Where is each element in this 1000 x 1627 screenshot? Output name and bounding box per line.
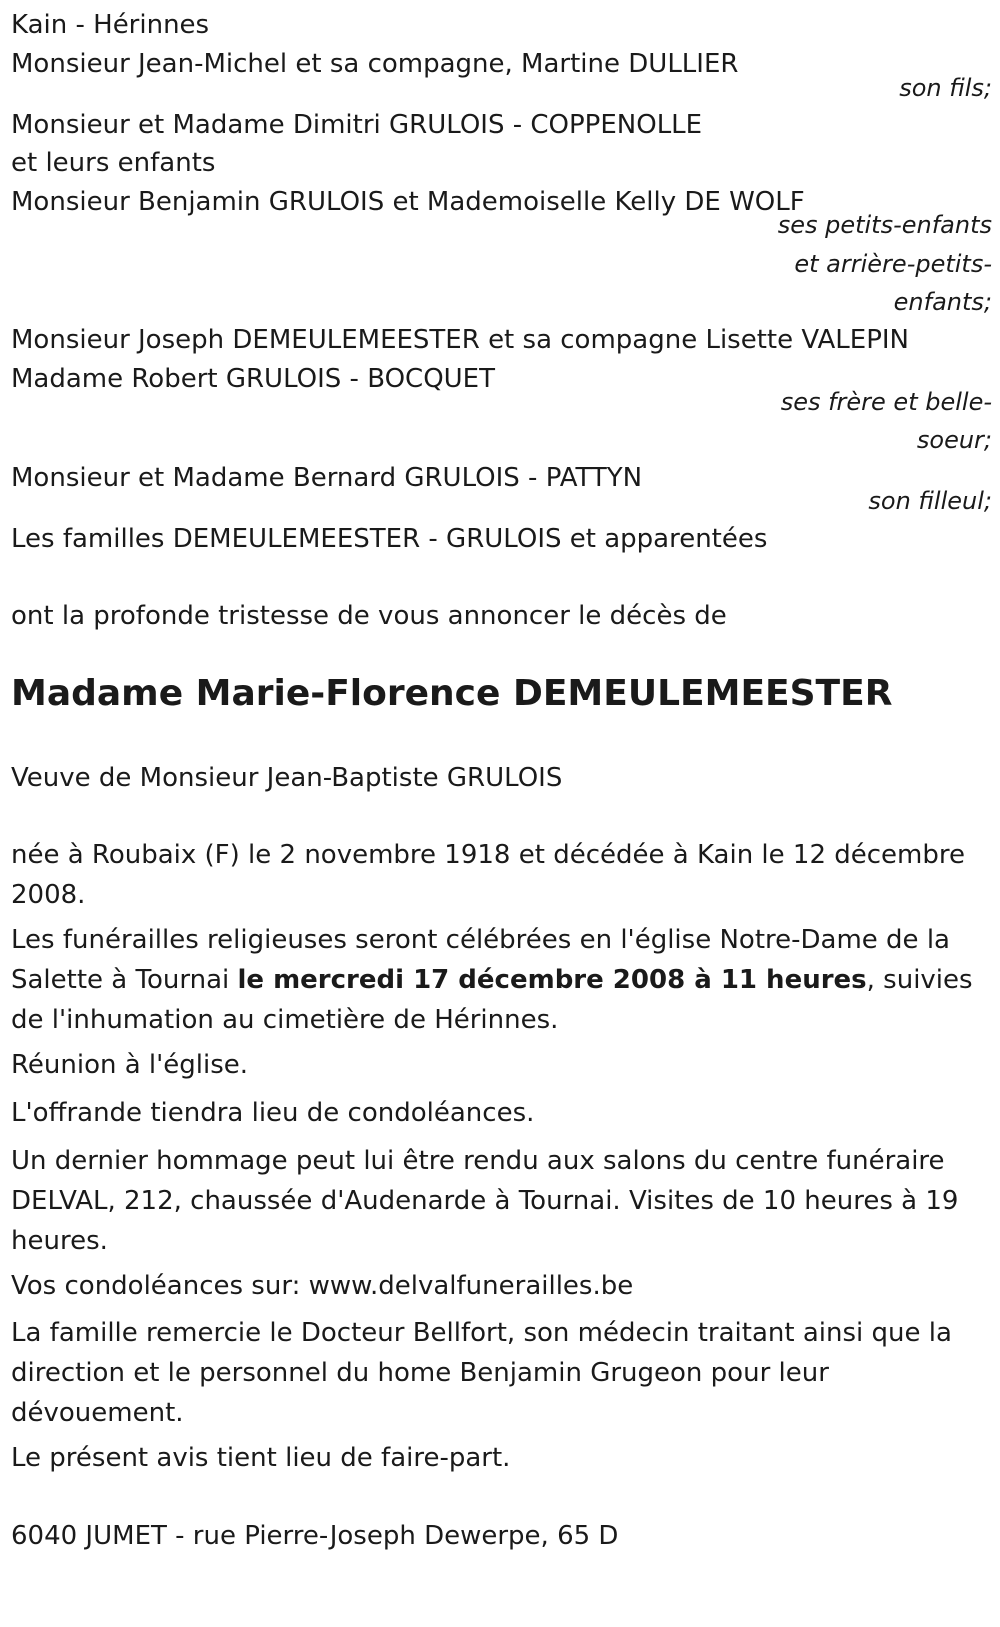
funeral-date-time: le mercredi 17 décembre 2008 à 11 heures	[237, 965, 867, 995]
funeral-text-end: , suivies de l'inhumation au cimetière de Hérinnes.	[11, 965, 973, 1035]
birth-death-paragraph: née à Roubaix (F) le 2 novembre 1918 et décédée à Kain le 12 décembre 2008.	[11, 840, 966, 910]
widow-of-line: Veuve de Monsieur Jean-Baptiste GRULOIS	[11, 763, 563, 793]
condolences-paragraph: Vos condoléances sur: www.delvalfunerailles.be	[11, 1271, 634, 1301]
family-son-line: Monsieur Jean-Michel et sa compagne, Martine DULLIER	[11, 49, 739, 79]
relation-son: son fils;	[899, 74, 992, 102]
thanks-paragraph: La famille remercie le Docteur Bellfort, son médecin traitant ainsi que la direction et le personnel du home Benjamin Grugeon pour leur dévouement.	[11, 1318, 952, 1428]
tribute-paragraph: Un dernier hommage peut lui être rendu aux salons du centre funéraire DELVAL, 212, chaussée d'Audenarde à Tournai. Visites de 10 heures à 19 heures.	[11, 1146, 959, 1256]
meeting-paragraph: Réunion à l'église.	[11, 1050, 249, 1080]
family-godson-line: Monsieur et Madame Bernard GRULOIS - PATTYN	[11, 463, 643, 493]
announcement-intro: ont la profonde tristesse de vous annoncer le décès de	[11, 601, 727, 631]
relation-grandchildren-2: et arrière-petits-	[794, 250, 992, 278]
relation-grandchildren-3: enfants;	[893, 288, 992, 316]
relation-siblings-2: soeur;	[916, 426, 992, 454]
family-grandchildren-line-2: et leurs enfants	[11, 148, 216, 178]
offering-paragraph: L'offrande tiendra lieu de condoléances.	[11, 1098, 535, 1128]
family-grandchildren-line-3: Monsieur Benjamin GRULOIS et Mademoiselle Kelly DE WOLF	[11, 187, 805, 217]
family-grandchildren-line-1: Monsieur et Madame Dimitri GRULOIS - COPPENOLLE	[11, 110, 703, 140]
family-siblings-line-2: Madame Robert GRULOIS - BOCQUET	[11, 364, 495, 394]
notice-paragraph: Le présent avis tient lieu de faire-part.	[11, 1443, 511, 1473]
funeral-paragraph	[11, 920, 986, 1040]
funeral-text-start: Les funérailles religieuses seront célébrées en l'église Notre-Dame de la Salette à Tournai	[11, 925, 950, 995]
location-heading: Kain - Hérinnes	[11, 10, 210, 40]
relation-godson: son filleul;	[868, 487, 992, 515]
relation-siblings-1: ses frère et belle-	[780, 388, 992, 416]
footer-address: 6040 JUMET - rue Pierre-Joseph Dewerpe, 65 D	[11, 1521, 619, 1551]
families-line: Les familles DEMEULEMEESTER - GRULOIS et apparentées	[11, 524, 768, 554]
deceased-name: Madame Marie-Florence DEMEULEMEESTER	[11, 673, 893, 714]
family-siblings-line-1: Monsieur Joseph DEMEULEMEESTER et sa compagne Lisette VALEPIN	[11, 325, 909, 355]
relation-grandchildren-1: ses petits-enfants	[777, 211, 992, 239]
